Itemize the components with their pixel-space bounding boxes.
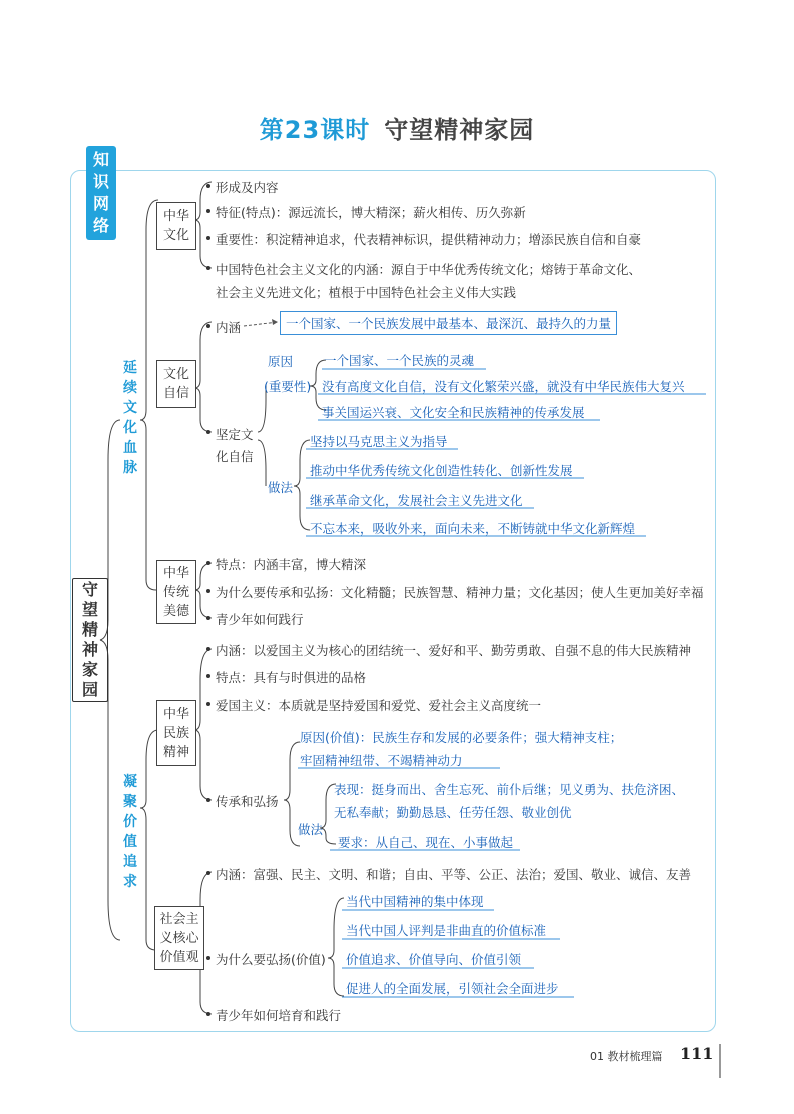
node-zhonghua-wenhua bbox=[156, 202, 196, 250]
footer-section: 01 教材梳理篇 bbox=[590, 1050, 663, 1063]
yuanyin-label: 原因 bbox=[268, 354, 294, 369]
reason-item: 事关国运兴衰、文化安全和民族精神的传承发展 bbox=[322, 405, 585, 420]
reason-item: 价值追求、价值导向、价值引领 bbox=[346, 952, 522, 967]
yaoqiu-item: 要求：从自己、现在、小事做起 bbox=[338, 835, 514, 850]
section-tab-label: 知识网络 bbox=[92, 150, 109, 235]
reason-item: 当代中国精神的集中体现 bbox=[346, 894, 484, 909]
branch-label-1: 延续文化血脉 bbox=[123, 360, 137, 476]
list-item: 重要性：积淀精神追求，代表精神标识，提供精神动力；增添民族自信和自豪 bbox=[216, 232, 642, 247]
list-item: 特点：具有与时俱进的品格 bbox=[216, 670, 367, 685]
node-label: 社会主义核心价值观 bbox=[159, 911, 199, 965]
reason-item: 没有高度文化自信，没有文化繁荣兴盛，就没有中华民族伟大复兴 bbox=[322, 379, 685, 394]
list-item: 青少年如何践行 bbox=[216, 612, 304, 627]
yuanyin-line: 原因(价值)：民族生存和发展的必要条件；强大精神支柱； bbox=[300, 730, 623, 745]
list-item: 社会主义先进文化；植根于中国特色社会主义伟大实践 bbox=[216, 285, 517, 300]
why-label: 为什么要弘扬(价值) bbox=[216, 952, 326, 967]
root-label: 守望精神家园 bbox=[81, 580, 98, 699]
method-item: 继承革命文化，发展社会主义先进文化 bbox=[310, 493, 523, 508]
reason-item: 促进人的全面发展，引领社会全面进步 bbox=[346, 981, 559, 996]
list-item: 中国特色社会主义文化的内涵：源自于中华优秀传统文化；熔铸于革命文化、 bbox=[216, 262, 642, 277]
lesson-title: 守望精神家园 bbox=[384, 116, 535, 144]
list-item: 形成及内容 bbox=[216, 180, 279, 195]
node-minzu-jingshen bbox=[156, 700, 196, 766]
zhongyao-label: (重要性) bbox=[264, 379, 312, 394]
node-label: 中华文化 bbox=[162, 209, 189, 243]
biaoxian-line: 无私奉献；勤勤恳恳、任劳任怨、敬业创优 bbox=[334, 805, 572, 820]
node-label: 中华传统美德 bbox=[162, 565, 189, 619]
branch-label-2: 凝聚价值追求 bbox=[123, 774, 137, 890]
reason-item: 一个国家、一个民族的灵魂 bbox=[324, 353, 475, 368]
neihan-value: 一个国家、一个民族发展中最基本、最深沉、最持久的力量 bbox=[280, 311, 617, 335]
list-item: 青少年如何培育和践行 bbox=[216, 1008, 342, 1023]
node-hexin-jiazhi bbox=[154, 906, 204, 970]
neihan-label: 内涵 bbox=[216, 320, 242, 335]
list-item: 爱国主义：本质就是坚持爱国和爱党、爱社会主义高度统一 bbox=[216, 698, 542, 713]
node-chuantong-meide bbox=[156, 560, 196, 624]
list-item: 特征(特点)：源远流长，博大精深；薪火相传、历久弥新 bbox=[216, 205, 526, 220]
page-number: 111 bbox=[680, 1044, 714, 1063]
biaoxian-line: 表现：挺身而出、舍生忘死、前仆后继；见义勇为、扶危济困、 bbox=[334, 782, 685, 797]
method-item: 坚持以马克思主义为指导 bbox=[310, 434, 448, 449]
zuofa-label: 做法 bbox=[298, 822, 324, 837]
list-item: 特点：内涵丰富，博大精深 bbox=[216, 557, 367, 572]
method-item: 推动中华优秀传统文化创造性转化、创新性发展 bbox=[310, 463, 573, 478]
node-wenhua-zixin bbox=[156, 360, 196, 408]
lesson-number: 第23课时 bbox=[259, 116, 371, 144]
jianding-label: 坚定文化自信 bbox=[216, 427, 254, 464]
list-item: 内涵：以爱国主义为核心的团结统一、爱好和平、勤劳勇敢、自强不息的伟大民族精神 bbox=[216, 643, 692, 658]
method-item: 不忘本来，吸收外来，面向未来，不断铸就中华文化新辉煌 bbox=[310, 521, 636, 536]
list-item: 内涵：富强、民主、文明、和谐；自由、平等、公正、法治；爱国、敬业、诚信、友善 bbox=[216, 867, 692, 882]
chuancheng-label: 传承和弘扬 bbox=[216, 794, 279, 809]
reason-item: 当代中国人评判是非曲直的价值标准 bbox=[346, 923, 547, 938]
node-label: 中华民族精神 bbox=[162, 706, 189, 760]
root-node bbox=[72, 578, 108, 702]
node-label: 文化自信 bbox=[162, 367, 189, 401]
zuofa-label: 做法 bbox=[268, 480, 294, 495]
list-item: 为什么要传承和弘扬：文化精髓；民族智慧、精神力量；文化基因；使人生更加美好幸福 bbox=[216, 585, 704, 600]
yuanyin-line: 牢固精神纽带、不竭精神动力 bbox=[300, 753, 463, 768]
